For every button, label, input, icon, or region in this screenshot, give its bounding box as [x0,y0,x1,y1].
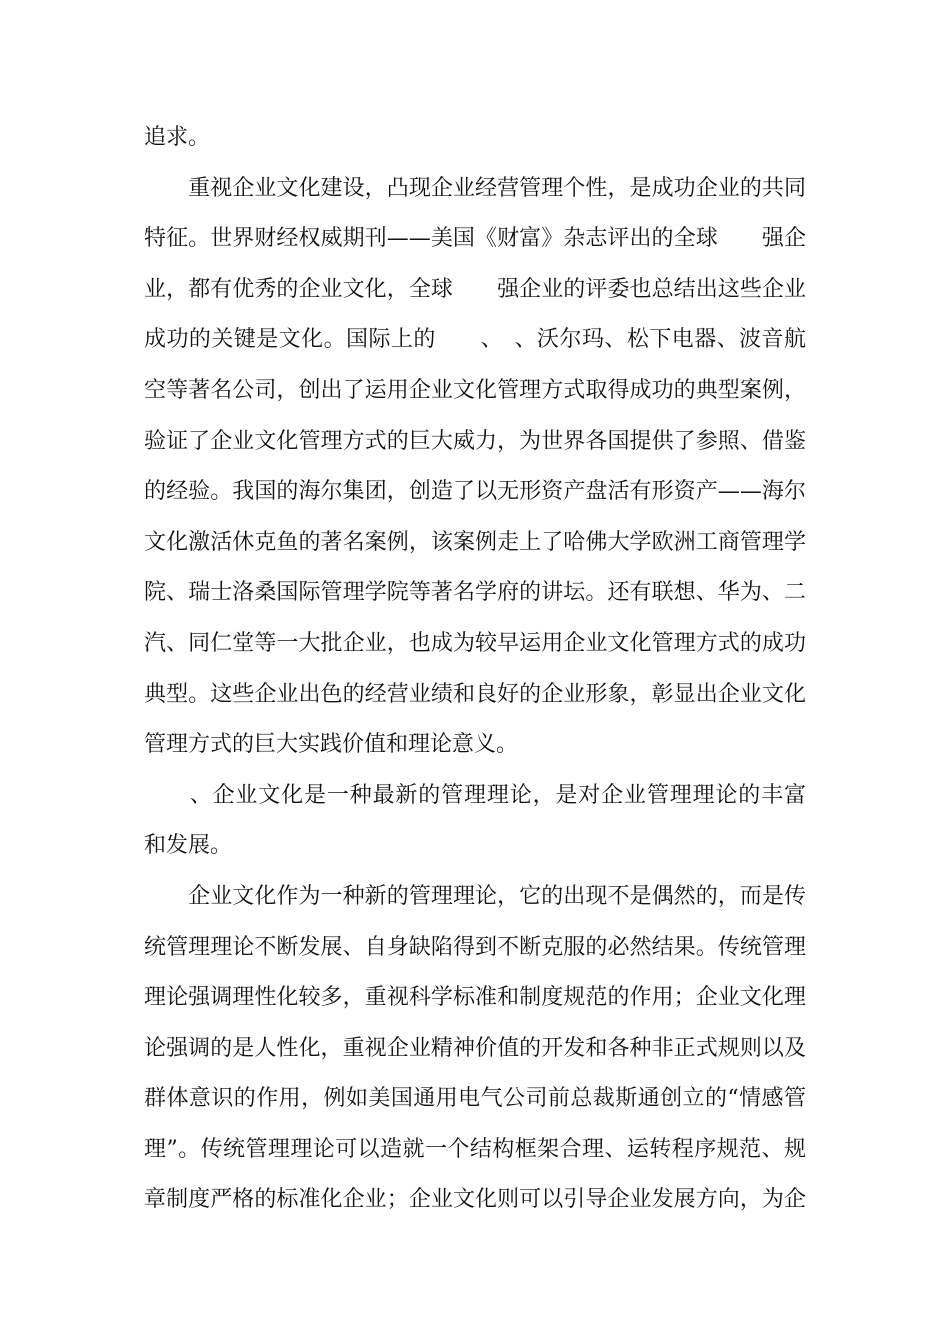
text-line: 追求。 [144,125,211,150]
text-line: 论强调的是人性化，重视企业精神价值的开发和各种非正式规则以及 [144,1035,806,1061]
text-line: 特征。世界财经权威期刊——美国《财富》杂志评出的全球 强企 [144,226,806,252]
text-line: 的经验。我国的海尔集团，创造了以无形资产盘活有形资产——海尔 [144,479,806,505]
text-line: 成功的关键是文化。国际上的 、 、沃尔玛、松下电器、波音航 [144,327,806,353]
text-line: 业，都有优秀的企业文化，全球 强企业的评委也总结出这些企业 [144,276,806,302]
text-line: 院、瑞士洛桑国际管理学院等著名学府的讲坛。还有联想、华为、二 [144,580,806,606]
text-line: 企业文化作为一种新的管理理论，它的出现不是偶然的，而是传 [144,883,806,909]
text-line: 、企业文化是一种最新的管理理论，是对企业管理理论的丰富 [144,782,806,808]
body-text [144,113,806,1226]
text-line: 理论强调理性化较多，重视科学标准和制度规范的作用；企业文化理 [144,985,806,1011]
text-line: 验证了企业文化管理方式的巨大威力，为世界各国提供了参照、借鉴 [144,428,806,454]
text-line: 理”。传统管理理论可以造就一个结构框架合理、运转程序规范、规 [144,1136,806,1162]
text-line: 章制度严格的标准化企业；企业文化则可以引导企业发展方向，为企 [144,1187,806,1213]
text-line: 管理方式的巨大实践价值和理论意义。 [144,732,519,758]
text-line: 文化激活休克鱼的著名案例，该案例走上了哈佛大学欧洲工商管理学 [144,529,806,555]
text-line: 汽、同仁堂等一大批企业，也成为较早运用企业文化管理方式的成功 [144,630,806,656]
text-line: 和发展。 [144,833,233,859]
text-line: 群体意识的作用，例如美国通用电气公司前总裁斯通创立的“情感管 [144,1086,806,1112]
text-line: 统管理理论不断发展、自身缺陷得到不断克服的必然结果。传统管理 [144,934,806,960]
text-line: 重视企业文化建设，凸现企业经营管理个性，是成功企业的共同 [144,175,806,201]
text-line: 空等著名公司，创出了运用企业文化管理方式取得成功的典型案例， [144,377,806,403]
text-line: 典型。这些企业出色的经营业绩和良好的企业形象，彰显出企业文化 [144,681,806,707]
